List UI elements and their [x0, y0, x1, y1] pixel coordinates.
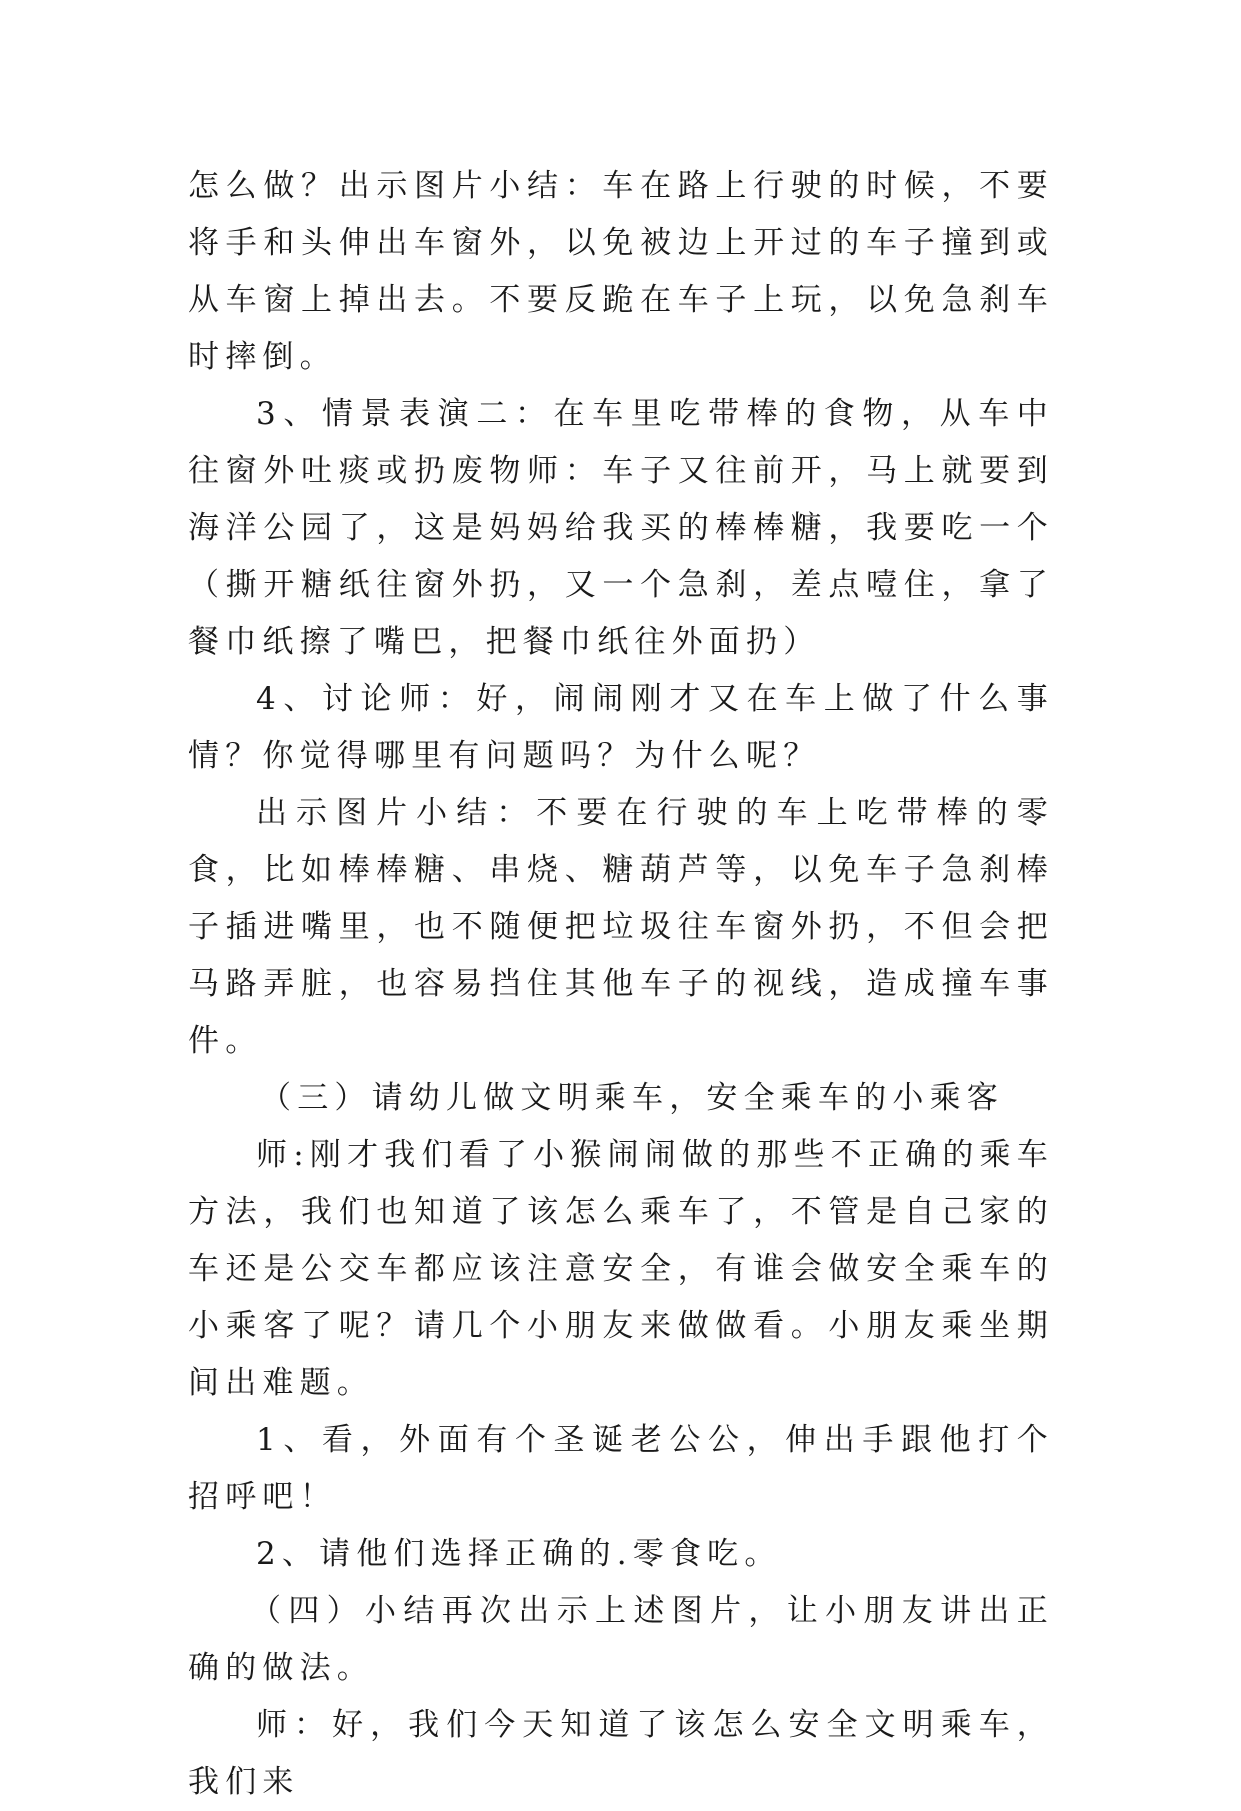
list-item-one: 1、看，外面有个圣诞老公公，伸出手跟他打个招呼吧！ [188, 1422, 1054, 1515]
paragraph-summary-snacks: 出示图片小结：不要在行驶的车上吃带棒的零食，比如棒棒糖、串烧、糖葫芦等，以免车子急刹棒子插进嘴里，也不随便把垃圾往车窗外扔，不但会把马路弄脏，也容易挡住其他车子的视线，造成撞车事件。 [188, 795, 1054, 1059]
paragraph-teacher-instruction: 师:刚才我们看了小猴闹闹做的那些不正确的乘车方法，我们也知道了该怎么乘车了，不管是自己家的车还是公交车都应该注意安全，有谁会做安全乘车的小乘客了呢？请几个小朋友来做做看。小朋友乘坐期间出难题。 [188, 1137, 1054, 1401]
paragraph-scenario-two: 3、情景表演二：在车里吃带棒的食物，从车中往窗外吐痰或扔废物师：车子又往前开，马上就要到海洋公园了，这是妈妈给我买的棒棒糖，我要吃一个（撕开糖纸往窗外扔，又一个急刹，差点噎住，拿了餐巾纸擦了嘴巴，把餐巾纸往外面扔） [188, 396, 1054, 660]
section-heading-three: （三）请幼儿做文明乘车，安全乘车的小乘客 [260, 1080, 1004, 1116]
section-heading-four: （四）小结再次出示上述图片，让小朋友讲出正确的做法。 [188, 1593, 1054, 1686]
list-item-two: 2、请他们选择正确的.零食吃。 [256, 1536, 782, 1572]
paragraph-closing: 师：好，我们今天知道了该怎么安全文明乘车，我们来 [188, 1707, 1054, 1800]
paragraph-discussion: 4、讨论师：好，闹闹刚才又在车上做了什么事情？你觉得哪里有问题吗？为什么呢？ [188, 681, 1054, 774]
document-body [188, 158, 1054, 1811]
paragraph-summary-window-safety: 怎么做？出示图片小结：车在路上行驶的时候，不要将手和头伸出车窗外，以免被边上开过的车子撞到或从车窗上掉出去。不要反跪在车子上玩，以免急刹车时摔倒。 [188, 168, 1054, 375]
